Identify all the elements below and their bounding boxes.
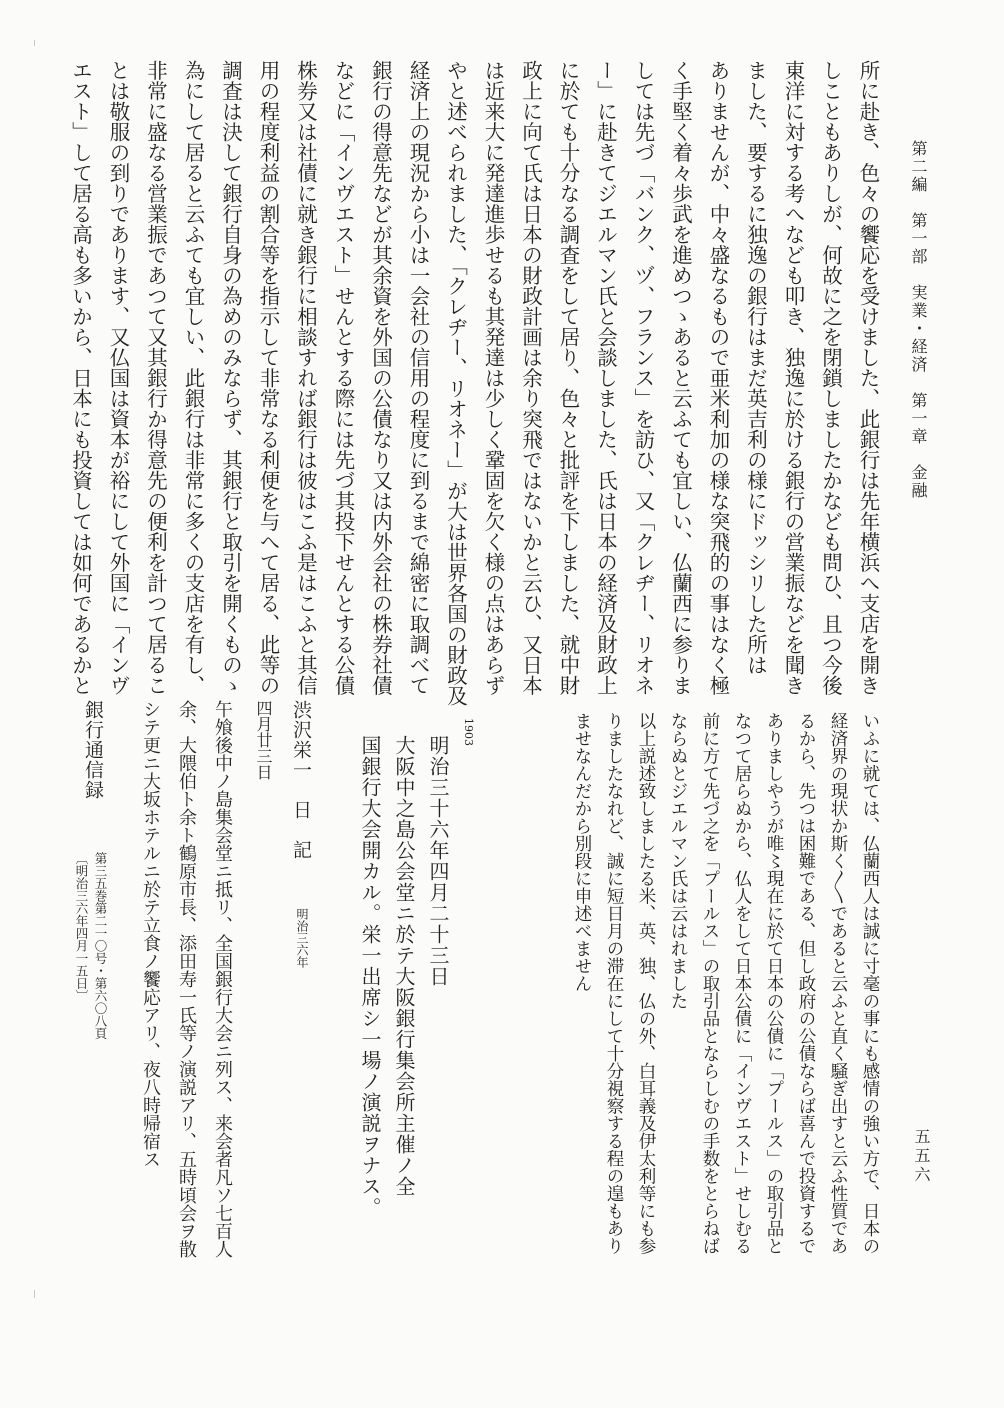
lower-text-line: 経済界の現状か斯く〳〵であると云ふと直く騒ぎ出すと云ふ性質であ xyxy=(828,712,848,1255)
lower-text-line: いふに就ては、仏蘭西人は誠に寸毫の事にも感情の強い方で、日本の xyxy=(860,712,880,1255)
lower-text-line: なつて居らぬから、仏人をして日本公債に「インヴエスト」せしむる xyxy=(732,712,752,1255)
lower-text-line: ならぬとジエルマン氏は云はれました xyxy=(668,712,688,1010)
upper-text-line: ー」に赴きてジエルマン氏と会談しました、氏は日本の経済及財政上 xyxy=(593,60,618,696)
event-title-line: 明治三十六年四月二十三日 xyxy=(426,735,450,987)
lower-text-line: 前に方て先づ之を「プールス」の取引品とならしむの手数をとらねば xyxy=(700,712,720,1255)
lower-text-line: ありましやうが唯〻現在に於て日本の公債に「プールス」の取引品と xyxy=(764,712,784,1255)
year-note: 1903 xyxy=(462,718,475,746)
page-crease-mark xyxy=(34,1290,35,1298)
diary-year: 明治三六年 xyxy=(295,908,309,968)
lower-text-line: ませなんだから別段に申述べません xyxy=(572,712,592,992)
upper-text-line: やと述べられました、「クレヂー、リオネー」が大は世界各国の財政及 xyxy=(443,60,468,706)
upper-text-line: 銀行の得意先などが其余資を外国の公債なり又は内外会社の株券社債 xyxy=(368,60,393,696)
upper-text-line: 調査は決して銀行自身の為めのみならず、其銀行と取引を開くものゝ xyxy=(218,60,243,696)
lower-text-block xyxy=(528,712,886,1312)
diary-entry-line: 余、大隈伯ト余ト鶴原市長、添田寿一氏等ノ演説アリ、五時頃会ヲ散 xyxy=(176,700,197,1258)
upper-text-line: 用の程度利益の割合等を指示して非常なる利便を与へて居る、此等の xyxy=(256,60,280,696)
upper-text-line: エスト」して居る高も多いから、日本にも投資しては如何であるかと xyxy=(68,60,93,696)
event-title-line: 大阪中之島公会堂ニ於テ大阪銀行集会所主催ノ全 xyxy=(392,735,416,1197)
upper-text-line: しては先づ「バンク、ヅ、フランス」を訪ひ、又「クレヂー、リオネ xyxy=(631,60,655,696)
source-reference xyxy=(70,852,110,1040)
diary-entry-line: 午飧後中ノ島集会堂ニ抵リ、全国銀行大会ニ列ス、来会者凡ソ七百人 xyxy=(212,700,233,1258)
upper-text-line: 為にして居ると云ふても宜しい、此銀行は非常に多くの支店を有し、 xyxy=(181,60,205,696)
upper-text-line: 経済上の現況から小は一会社の信用の程度に到るまで綿密に取調べて xyxy=(406,60,430,696)
source-title: 銀行通信録 xyxy=(82,700,104,800)
lower-text-line: るから、先つは困難である、但し政府の公債ならば喜んで投資するで xyxy=(796,712,816,1255)
upper-text-line: 所に赴き、色々の饗応を受けました、此銀行は先年横浜へ支店を開き xyxy=(856,60,880,696)
upper-text-line: に於ても十分なる調査をして居り、色々と批評を下しました、就中財 xyxy=(556,60,580,696)
diary-entry xyxy=(128,700,240,1258)
diary-source-title: 渋沢栄一 日 記 xyxy=(290,700,312,860)
upper-text-line: ました、要するに独逸の銀行はまだ英吉利の様にドッシリした所は xyxy=(743,60,768,675)
upper-text-line: 非常に盛なる営業振であつて又其銀行か得意先の便利を計つて居るこ xyxy=(143,60,168,696)
page-crease-mark xyxy=(34,40,35,46)
source-reference-line: 〔明治三六年四月一五日〕 xyxy=(74,852,89,1002)
lower-text-line: りましたなれど、誠に短日月の滞在にして十分視察する程の遑もあり xyxy=(604,712,624,1255)
upper-text-block xyxy=(68,60,886,706)
upper-text-line: などに「インヴエスト」せんとする際には先づ其投下せんとする公債 xyxy=(331,60,355,696)
upper-text-line: ありませんが、中々盛なるもので亜米利加の様な突飛的の事はなく極 xyxy=(706,60,730,696)
upper-text-line: しこともありしが、何故に之を閉鎖しましたかなども問ひ、且つ今後 xyxy=(818,60,843,696)
lower-text-line: 以上説述致しましたる米、英、独、仏の外、白耳義及伊太利等にも参 xyxy=(636,712,656,1255)
running-head: 第二編 第一部 実業・経済 第一章 金融 xyxy=(909,140,928,500)
event-title-line: 国銀行大会開カル。栄一出席シ一場ノ演説ヲナス。 xyxy=(358,735,382,1218)
upper-text-line: 政上に向て氏は日本の財政計画は余り突飛ではないかと云ひ、又日本 xyxy=(518,60,543,696)
page-number: 五五六 xyxy=(912,1128,931,1185)
event-title xyxy=(358,735,455,1218)
upper-text-line: は近来大に発達進歩せるも其発達は少しく鞏固を欠く様の点はあらず xyxy=(481,60,505,696)
upper-text-line: く手堅く着々歩武を進めつゝあると云ふても宜しい、仏蘭西に参りま xyxy=(668,60,693,696)
upper-text-line: 株券又は社債に就き銀行に相談すれば銀行は彼はこふ是はこふと其信 xyxy=(293,60,318,696)
upper-text-line: とは敬服の到りであります、又仏国は資本が裕にして外国に「インヴ xyxy=(106,60,130,696)
upper-text-line: 東洋に対する考へなども叩き、独逸に於ける銀行の営業振などを聞き xyxy=(781,60,805,696)
diary-date: 四月廿三日 xyxy=(254,700,273,780)
source-reference-line: 第三五巻第二一〇号・第六〇八頁 xyxy=(93,852,108,1040)
diary-entry-line: シテ更ニ大坂ホテルニ於テ立食ノ饗応アリ、夜八時帰宿ス xyxy=(140,700,161,1168)
